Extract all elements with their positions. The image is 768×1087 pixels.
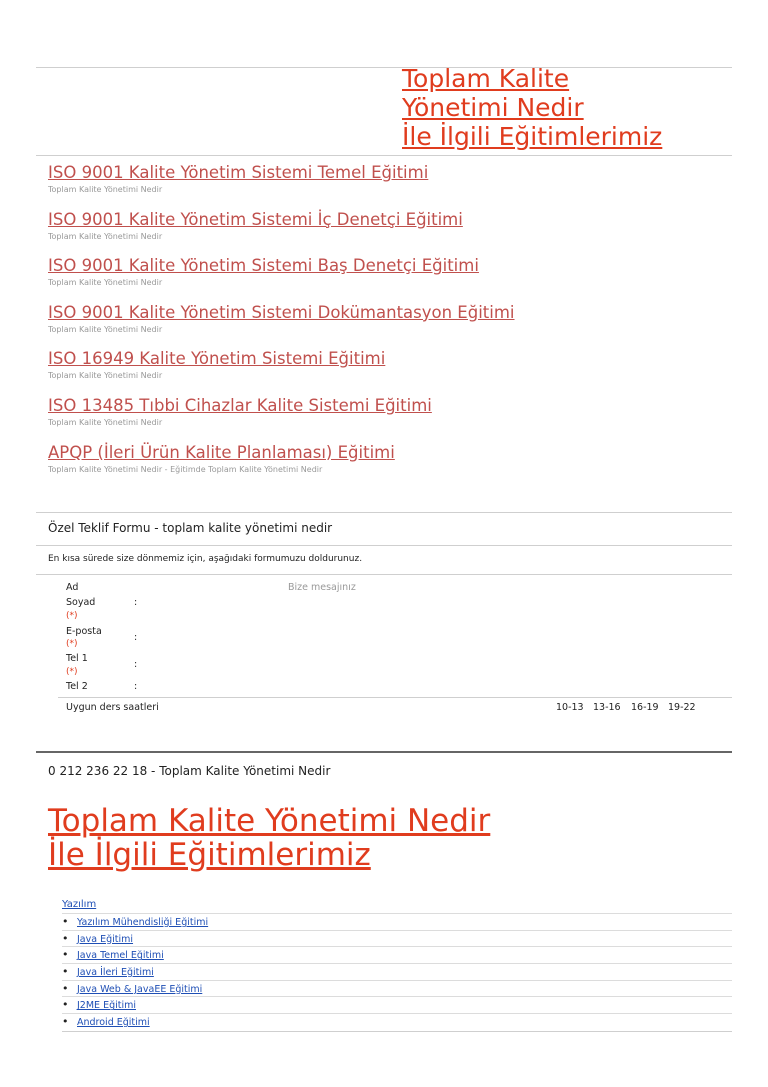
phone2-label: Tel 2 bbox=[66, 681, 88, 692]
course-title-link[interactable]: ISO 9001 Kalite Yönetim Sistemi Dokümantasyon Eğitimi bbox=[48, 302, 515, 322]
course-subtitle: Toplam Kalite Yönetimi Nedir bbox=[48, 324, 163, 334]
email-label: E-posta bbox=[66, 626, 102, 637]
list-item bbox=[62, 996, 732, 1013]
form-note: En kısa sürede size dönmemiz için, aşağıdaki formumuzu doldurunuz. bbox=[48, 554, 363, 564]
list-item bbox=[62, 946, 732, 963]
hours-label: Uygun ders saatleri bbox=[66, 702, 159, 713]
bullet-icon: • bbox=[62, 998, 69, 1012]
name-label: Ad bbox=[66, 582, 79, 593]
training-link[interactable]: Java İleri Eğitimi bbox=[77, 967, 154, 979]
bullet-icon: • bbox=[62, 981, 69, 995]
phone-divider bbox=[36, 751, 732, 753]
course-title-link[interactable]: APQP (İleri Ürün Kalite Planlaması) Eğitimi bbox=[48, 442, 395, 462]
course-item bbox=[48, 209, 738, 256]
course-title-link[interactable]: ISO 9001 Kalite Yönetim Sistemi İç Denetçi Eğitimi bbox=[48, 209, 463, 229]
course-item bbox=[48, 302, 738, 349]
training-link[interactable]: J2ME Eğitimi bbox=[77, 1000, 136, 1012]
email-required-mark: (*) bbox=[66, 639, 78, 649]
course-title-link[interactable]: ISO 9001 Kalite Yönetim Sistemi Baş Denetçi Eğitimi bbox=[48, 256, 479, 276]
bottom-title-line2: İle İlgili Eğitimlerimiz bbox=[48, 837, 371, 873]
course-subtitle: Toplam Kalite Yönetimi Nedir bbox=[48, 278, 163, 288]
course-subtitle: Toplam Kalite Yönetimi Nedir bbox=[48, 371, 163, 381]
course-title-link[interactable]: ISO 9001 Kalite Yönetim Sistemi Temel Eğitimi bbox=[48, 163, 429, 182]
phone1-label: Tel 1 bbox=[66, 653, 88, 664]
hours-divider bbox=[58, 697, 732, 698]
email-field[interactable]: : bbox=[134, 632, 138, 643]
course-subtitle: Toplam Kalite Yönetimi Nedir bbox=[48, 231, 163, 241]
phone2-field[interactable]: : bbox=[134, 681, 138, 692]
bullet-icon: • bbox=[62, 915, 69, 928]
phone1-field[interactable]: : bbox=[134, 659, 138, 670]
list-item bbox=[62, 913, 732, 930]
training-link[interactable]: Java Eğitimi bbox=[77, 933, 134, 945]
course-title-link[interactable]: ISO 16949 Kalite Yönetim Sistemi Eğitimi bbox=[48, 349, 386, 369]
list-item bbox=[62, 1013, 732, 1030]
course-title-link[interactable]: ISO 13485 Tıbbi Cihazlar Kalite Sistemi Eğitimi bbox=[48, 395, 432, 415]
top-title-line3: İle İlgili Eğitimlerimiz bbox=[402, 122, 663, 151]
course-subtitle: Toplam Kalite Yönetimi Nedir bbox=[48, 185, 163, 194]
top-title-line1: Toplam Kalite bbox=[402, 64, 570, 93]
surname-required-mark: (*) bbox=[66, 611, 78, 621]
surname-field[interactable]: : bbox=[134, 597, 138, 608]
form-note-divider bbox=[36, 574, 732, 575]
list-item bbox=[62, 963, 732, 980]
training-link[interactable]: Java Web & JavaEE Eğitimi bbox=[77, 983, 203, 995]
course-subtitle: Toplam Kalite Yönetimi Nedir bbox=[48, 417, 163, 427]
training-link[interactable]: Java Temel Eğitimi bbox=[77, 950, 164, 962]
list-item bbox=[62, 930, 732, 947]
surname-label: Soyad bbox=[66, 597, 96, 608]
hours-option[interactable]: 10-13 bbox=[556, 702, 584, 713]
bullet-icon: • bbox=[62, 931, 69, 945]
top-title-line2: Yönetimi Nedir bbox=[402, 93, 584, 122]
bullet-icon: • bbox=[62, 948, 69, 962]
training-link[interactable]: Yazılım Mühendisliği Eğitimi bbox=[77, 917, 209, 928]
course-list bbox=[48, 162, 738, 488]
phone1-required-mark: (*) bbox=[66, 667, 78, 677]
title-divider bbox=[36, 155, 732, 156]
hours-option[interactable]: 13-16 bbox=[593, 702, 621, 713]
category-link[interactable]: Yazılım bbox=[62, 899, 97, 910]
form-title: Özel Teklif Formu - toplam kalite yönetimi nedir bbox=[48, 521, 333, 535]
bottom-title-link[interactable] bbox=[48, 804, 490, 872]
course-item bbox=[48, 255, 738, 302]
course-item bbox=[48, 395, 738, 442]
bullet-icon: • bbox=[62, 965, 69, 979]
training-link[interactable]: Android Eğitimi bbox=[77, 1017, 150, 1029]
message-field[interactable]: Bize mesajınız bbox=[288, 582, 356, 593]
list-item bbox=[62, 980, 732, 997]
course-item bbox=[48, 442, 738, 489]
course-item bbox=[48, 348, 738, 395]
link-list bbox=[62, 913, 732, 1030]
course-subtitle: Toplam Kalite Yönetimi Nedir - Eğitimde Toplam Kalite Yönetimi Nedir bbox=[48, 464, 323, 474]
hours-option[interactable]: 16-19 bbox=[631, 702, 659, 713]
bottom-title-line1: Toplam Kalite Yönetimi Nedir bbox=[48, 803, 491, 839]
phone-line: 0 212 236 22 18 - Toplam Kalite Yönetimi Nedir bbox=[48, 764, 331, 778]
form-top-divider bbox=[36, 512, 732, 513]
course-item bbox=[48, 162, 738, 209]
list-bottom-divider bbox=[62, 1031, 732, 1032]
bullet-icon: • bbox=[62, 1015, 69, 1029]
hours-option[interactable]: 19-22 bbox=[668, 702, 696, 713]
top-title-link[interactable] bbox=[402, 64, 722, 151]
form-title-divider bbox=[36, 545, 732, 546]
